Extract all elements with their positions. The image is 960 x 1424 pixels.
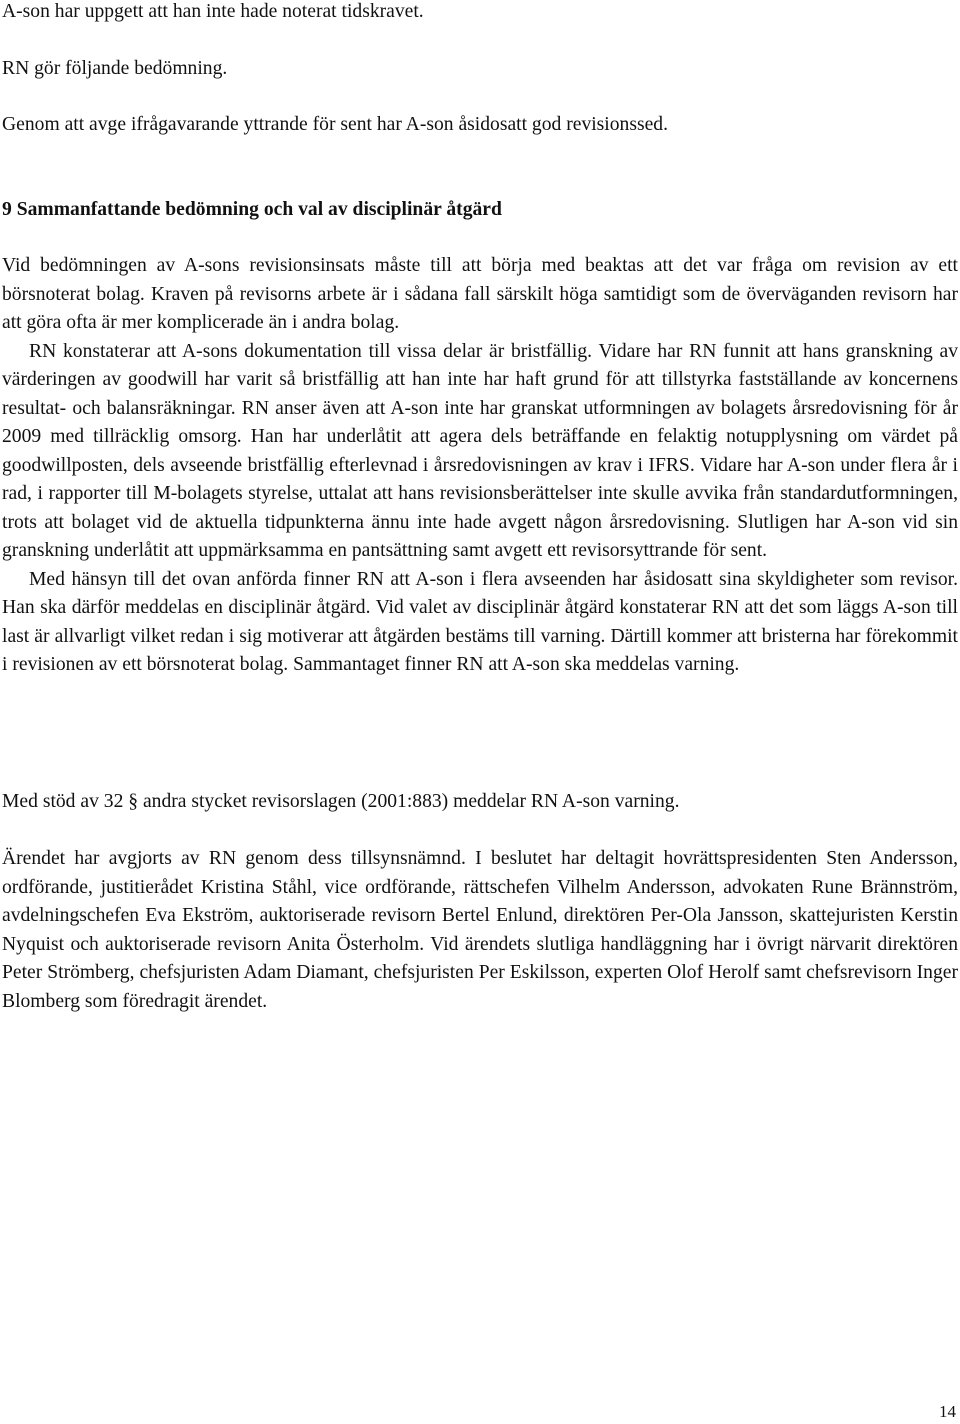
intro-line-1: A-son har uppgett att han inte hade noterat tidskravet. <box>2 1 424 22</box>
decision-section <box>2 788 958 817</box>
intro-line-2: RN gör följande bedömning. <box>2 58 228 79</box>
page-number: 14 <box>939 1402 956 1421</box>
body-paragraph-2: RN konstaterar att A-sons dokumentation till vissa delar är bristfällig. Vidare har RN funnit att hans granskning av värderingen av goodwill har varit så bristfällig att han inte har haft grund för att tillstyrka fastställande av koncernens resultat- och balansräkningar. RN anser även att A-son inte har granskat utformningen av bolagets årsredovisning för år 2009 med tillräcklig omsorg. Han har underlåtit att agera dels beträffande en felaktig notupplysning om värdet på goodwillposten, dels avseende bristfällig efterlevnad i årsredovisningen av krav i IFRS. Vidare har A-son under flera år i rad, i rapporter till M-bolagets styrelse, uttalat att hans revisionsberättelser inte skulle avvika från standardutformningen, trots att bolaget vid de aktuella tidpunkterna ännu inte hade avgett någon årsredovisning. Slutligen har A-son vid sin granskning underlåtit att uppmärksamma en pantsättning samt avgett ett revisorsyttrande för sent. <box>2 340 958 561</box>
body-paragraph-1: Vid bedömningen av A-sons revisionsinsats måste till att börja med beaktas att det var fråga om revision av ett börsnoterat bolag. Kraven på revisorns arbete är i sådana fall särskilt höga samtidigt som de överväganden revisorn har att göra ofta är mer komplicerade än i andra bolag. <box>2 255 958 333</box>
closing-section <box>2 845 958 1016</box>
assessment-section <box>2 252 958 680</box>
section-heading: 9 Sammanfattande bedömning och val av disciplinär åtgärd <box>2 199 502 220</box>
intro-line-3: Genom att avge ifrågavarande yttrande för sent har A-son åsidosatt god revisionssed. <box>2 114 668 135</box>
decision-paragraph: Med stöd av 32 § andra stycket revisorslagen (2001:883) meddelar RN A-son varning. <box>2 791 680 812</box>
body-paragraph-3: Med hänsyn till det ovan anförda finner RN att A-son i flera avseenden har åsidosatt sina skyldigheter som revisor. Han ska därför meddelas en disciplinär åtgärd. Vid valet av disciplinär åtgärd konstaterar RN att det som läggs A-son till last är allvarligt vilket redan i sig motiverar att åtgärden bestäms till varning. Därtill kommer att bristerna har förekommit i revisionen av ett börsnoterat bolag. Sammantaget finner RN att A-son ska meddelas varning. <box>2 568 958 675</box>
closing-paragraph: Ärendet har avgjorts av RN genom dess tillsynsnämnd. I beslutet har deltagit hovrättspresidenten Sten Andersson, ordförande, justitierådet Kristina Ståhl, vice ordförande, rättschefen Vilhelm Andersson, advokaten Rune Brännström, avdelningschefen Eva Ekström, auktoriserade revisorn Bertel Enlund, direktören Per-Ola Jansson, skattejuristen Kerstin Nyquist och auktoriserade revisorn Anita Österholm. Vid ärendets slutliga handläggning har i övrigt närvarit direktören Peter Strömberg, chefsjuristen Adam Diamant, chefsjuristen Per Eskilsson, experten Olof Herolf samt chefsrevisorn Inger Blomberg som föredragit ärendet. <box>2 848 958 1012</box>
